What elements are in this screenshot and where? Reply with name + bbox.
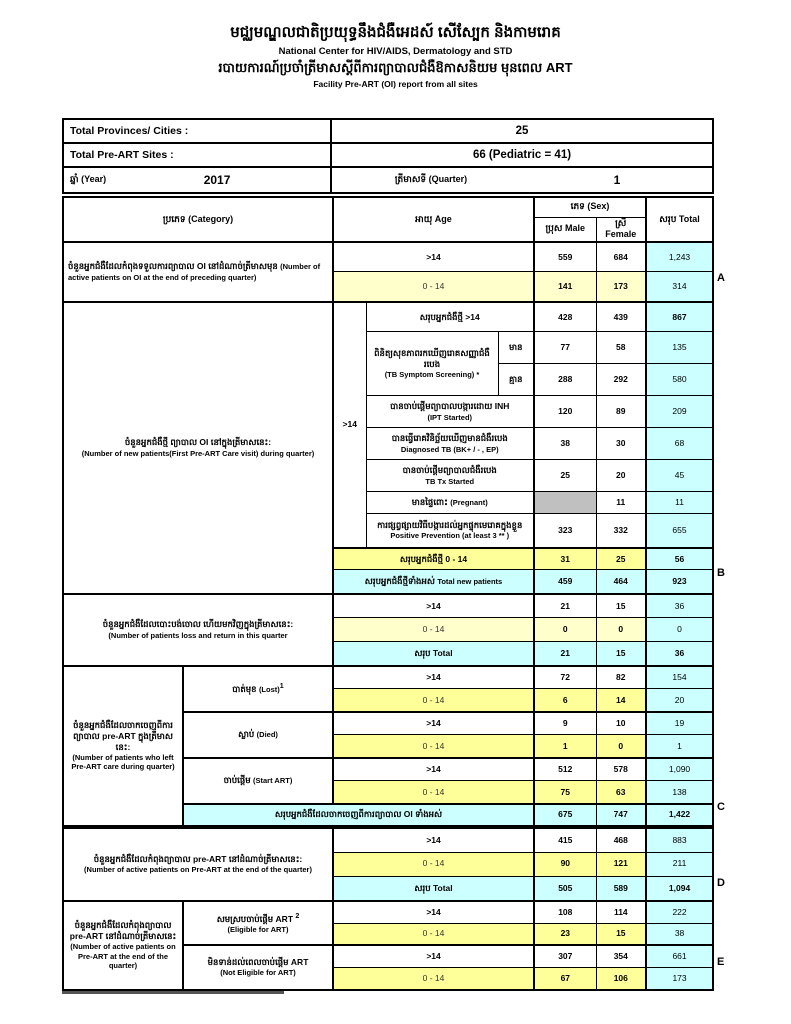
age-cell: 0 - 14	[333, 618, 534, 642]
total-value-cell: 135	[646, 332, 713, 364]
age-cell: 0 - 14	[333, 735, 534, 758]
age-cell: >14	[333, 712, 534, 735]
total-value-cell: 56	[646, 548, 713, 570]
male-value-cell: 675	[534, 804, 596, 826]
section-active-preart-label: ចំនួនអ្នកជំងឺដែលកំពុងព្យាបាល pre-ART នៅដំណាច់ត្រីមាសនេះ: (Number of active patients on Pre-ART at the end of the quarter)	[63, 828, 333, 901]
female-value-cell: 578	[596, 758, 646, 781]
total-value-cell: 867	[646, 302, 713, 332]
quarter-label: ត្រីមាសទី (Quarter)	[394, 173, 468, 184]
total-value-cell: 580	[646, 364, 713, 396]
female-value-cell: 106	[596, 967, 646, 990]
section-active-oi-label: ចំនួនអ្នកជំងឺដែលកំពុងទទួលការព្យាបាល OI នៅដំណាច់ត្រីមាសមុន (Number of active patients on OI at the end of preceding quarter)	[63, 242, 333, 302]
not-eligible-label: មិនទាន់ដល់ពេលចាប់ផ្តើម ART (Not Eligible for ART)	[183, 945, 333, 990]
year-cell	[63, 167, 331, 193]
total-value-cell: 209	[646, 396, 713, 428]
age-cell: >14	[333, 758, 534, 781]
total-value-cell: 36	[646, 594, 713, 618]
total-value-cell: 68	[646, 428, 713, 460]
male-value-cell: 415	[534, 828, 596, 852]
female-value-cell: 30	[596, 428, 646, 460]
male-value-cell: 459	[534, 570, 596, 594]
pregnant-label: មានផ្ទៃពោះ (Pregnant)	[366, 492, 534, 514]
female-value-cell: 439	[596, 302, 646, 332]
eligible-label: សមស្របចាប់ផ្តើម ART $^2$ (Eligible for ART)	[183, 901, 333, 945]
report-title-english: Facility Pre-ART (OI) report from all sites	[313, 78, 478, 89]
quarter-value: 1	[613, 173, 621, 187]
total-value-cell: 1	[646, 735, 713, 758]
female-value-cell: 10	[596, 712, 646, 735]
age-cell: >14	[333, 945, 534, 967]
total-value-cell: 655	[646, 514, 713, 548]
sum-over14-label: សរុបអ្នកជំងឺថ្មី >14	[366, 302, 534, 332]
sex-column-header: ភេទ (Sex)	[534, 197, 646, 217]
report-title-khmer: របាយការណ៍ប្រចាំត្រីមាសស្តីពីការព្យាបាលជំងឺឱកាសនិយម មុនពេល ART	[218, 59, 573, 75]
male-value-cell: 108	[534, 901, 596, 923]
row-marker-c: C	[717, 801, 725, 813]
male-value-cell: 38	[534, 428, 596, 460]
sites-label: Total Pre-ART Sites :	[63, 143, 331, 167]
male-value-cell: 1	[534, 735, 596, 758]
male-value-cell: 77	[534, 332, 596, 364]
active-preart-total-label: សរុប Total	[333, 876, 534, 901]
female-value-cell: 292	[596, 364, 646, 396]
age-cell: >14	[333, 594, 534, 618]
total-value-cell: 138	[646, 781, 713, 804]
total-value-cell: 0	[646, 618, 713, 642]
total-value-cell: 883	[646, 828, 713, 852]
female-value-cell: 747	[596, 804, 646, 826]
male-value-cell: 428	[534, 302, 596, 332]
male-value-cell: 25	[534, 460, 596, 492]
diagnosed-tb-label: បានធ្វើរោគវិនិច្ឆ័យឃើញមានជំងឺរបេង Diagnosed TB (BK+ / - , EP)	[366, 428, 534, 460]
ipt-label: បានចាប់ផ្តើមព្យាបាលបង្ការដោយ INH (IPT Started)	[366, 396, 534, 428]
male-value-cell: 307	[534, 945, 596, 967]
footnote-separator-line	[62, 991, 284, 994]
male-column-header: ប្រុស Male	[534, 217, 596, 242]
female-value-cell: 684	[596, 242, 646, 272]
row-marker-e: E	[717, 956, 725, 968]
loss-return-total-label: សរុប Total	[333, 642, 534, 666]
provinces-value: 25	[331, 119, 713, 143]
female-value-cell: 332	[596, 514, 646, 548]
age-cell: 0 - 14	[333, 272, 534, 302]
male-value-cell: 31	[534, 548, 596, 570]
tb-yes-label: មាន	[498, 332, 534, 364]
female-value-cell: 63	[596, 781, 646, 804]
section-new-patients-label: ចំនួនអ្នកជំងឺថ្មី ព្យាបាល OI នៅក្នុងត្រីមាសនេះ: (Number of new patients(First Pre-ART Care visit) during quarter)	[63, 302, 333, 594]
female-value-cell: 0	[596, 735, 646, 758]
female-value-cell: 15	[596, 923, 646, 945]
total-value-cell: 11	[646, 492, 713, 514]
total-value-cell: 36	[646, 642, 713, 666]
year-value: 2017	[203, 173, 231, 187]
male-value-cell: 67	[534, 967, 596, 990]
summary-info-table	[62, 118, 714, 194]
row-marker-b: B	[717, 567, 725, 579]
org-title-khmer: មជ្ឈមណ្ឌលជាតិប្រយុទ្ធនឹងជំងឺអេដស៍ សើស្បែក និងកាមរោគ	[230, 24, 561, 41]
total-new-patients-label: សរុបអ្នកជំងឺថ្មីទាំងអស់ Total new patients	[333, 570, 534, 594]
quarter-cell	[331, 167, 713, 193]
age-cell: >14	[333, 901, 534, 923]
male-value-cell: 505	[534, 876, 596, 901]
total-value-cell: 38	[646, 923, 713, 945]
age-column-header: អាយុ Age	[333, 197, 534, 242]
total-value-cell: 222	[646, 901, 713, 923]
female-value-cell: 114	[596, 901, 646, 923]
age-cell: 0 - 14	[333, 781, 534, 804]
age-group-cell: >14	[333, 302, 366, 548]
year-label: ឆ្នាំ (Year)	[70, 173, 107, 184]
main-report-table	[62, 196, 714, 827]
female-value-cell: 468	[596, 828, 646, 852]
total-value-cell: 154	[646, 666, 713, 689]
died-label: ស្លាប់ (Died)	[183, 712, 333, 758]
total-value-cell: 923	[646, 570, 713, 594]
male-value-cell: 141	[534, 272, 596, 302]
female-value-cell: 173	[596, 272, 646, 302]
male-value-cell: 90	[534, 852, 596, 876]
female-value-cell: 15	[596, 642, 646, 666]
total-value-cell: 20	[646, 689, 713, 712]
age-cell: >14	[333, 666, 534, 689]
female-value-cell: 20	[596, 460, 646, 492]
female-value-cell: 121	[596, 852, 646, 876]
total-value-cell: 211	[646, 852, 713, 876]
female-value-cell: 464	[596, 570, 646, 594]
left-care-total-label: សរុបអ្នកជំងឺដែលចាកចេញពីការព្យាបាល OI ទាំងអស់	[183, 804, 534, 826]
section-eligibility-label: ចំនួនអ្នកជំងឺដែលកំពុងព្យាបាល pre-ART នៅដំណាច់ត្រីមាសនេះ (Number of active patients on Pre-ART at the end of the quarter)	[63, 901, 183, 990]
male-value-cell: 512	[534, 758, 596, 781]
preart-status-table	[62, 827, 714, 991]
section-loss-return-label: ចំនួនអ្នកជំងឺដែលបោះបង់ចោល ហើយមកវិញក្នុងត្រីមាសនេះ: (Number of patients loss and return in this quarter	[63, 594, 333, 666]
tb-no-label: គ្មាន	[498, 364, 534, 396]
total-value-cell: 1,422	[646, 804, 713, 826]
category-column-header: ប្រភេទ (Category)	[63, 197, 333, 242]
female-value-cell: 14	[596, 689, 646, 712]
female-column-header: ស្រី Female	[596, 217, 646, 242]
total-value-cell: 314	[646, 272, 713, 302]
female-value-cell: 25	[596, 548, 646, 570]
org-title-english: National Center for HIV/AIDS, Dermatology and STD	[278, 45, 513, 57]
male-value-cell: 21	[534, 642, 596, 666]
male-value-cell: 120	[534, 396, 596, 428]
female-value-cell: 0	[596, 618, 646, 642]
female-value-cell: 82	[596, 666, 646, 689]
female-value-cell: 58	[596, 332, 646, 364]
row-marker-a: A	[717, 272, 725, 284]
male-value-cell: 75	[534, 781, 596, 804]
age-cell: >14	[333, 828, 534, 852]
total-column-header: សរុប Total	[646, 197, 713, 242]
total-value-cell: 661	[646, 945, 713, 967]
female-value-cell: 354	[596, 945, 646, 967]
provinces-label: Total Provinces/ Cities :	[63, 119, 331, 143]
total-value-cell: 45	[646, 460, 713, 492]
male-value-cell: 0	[534, 618, 596, 642]
total-value-cell: 1,243	[646, 242, 713, 272]
lost-label: បាត់មុខ (Lost)$^1$	[183, 666, 333, 712]
start-art-label: ចាប់ផ្តើម (Start ART)	[183, 758, 333, 804]
blocked-cell	[534, 492, 596, 514]
total-value-cell: 19	[646, 712, 713, 735]
age-cell: 0 - 14	[333, 967, 534, 990]
male-value-cell: 72	[534, 666, 596, 689]
female-value-cell: 89	[596, 396, 646, 428]
total-value-cell: 1,094	[646, 876, 713, 901]
male-value-cell: 288	[534, 364, 596, 396]
total-value-cell: 173	[646, 967, 713, 990]
sum-under14-label: សរុបអ្នកជំងឺថ្មី 0 - 14	[333, 548, 534, 570]
male-value-cell: 23	[534, 923, 596, 945]
tb-tx-label: បានចាប់ផ្តើមព្យាបាលជំងឺរបេង TB Tx Started	[366, 460, 534, 492]
tb-screening-label: ពិនិត្យសុខភាពរកឃើញរោគសញ្ញាជំងឺរបេង (TB Symptom Screening) *	[366, 332, 498, 396]
male-value-cell: 559	[534, 242, 596, 272]
sites-value: 66 (Pediatric = 41)	[331, 143, 713, 167]
section-left-care-label: ចំនួនអ្នកជំងឺដែលចាកចេញពីការ ព្យាបាល pre-ART ក្នុងត្រីមាសនេះ: (Number of patients who left Pre-ART care during quarter)	[63, 666, 183, 826]
male-value-cell: 323	[534, 514, 596, 548]
total-value-cell: 1,090	[646, 758, 713, 781]
age-cell: >14	[333, 242, 534, 272]
female-value-cell: 589	[596, 876, 646, 901]
report-header	[0, 22, 791, 90]
age-cell: 0 - 14	[333, 689, 534, 712]
male-value-cell: 6	[534, 689, 596, 712]
female-value-cell: 15	[596, 594, 646, 618]
age-cell: 0 - 14	[333, 852, 534, 876]
age-cell: 0 - 14	[333, 923, 534, 945]
female-value-cell: 11	[596, 492, 646, 514]
male-value-cell: 21	[534, 594, 596, 618]
row-marker-d: D	[717, 877, 725, 889]
positive-prevention-label: ការផ្សព្វផ្សាយវិធីបង្ការដល់អ្នកផ្ទុកមេរោគក្នុងខ្លួន Positive Prevention (at least 3 ** )	[366, 514, 534, 548]
male-value-cell: 9	[534, 712, 596, 735]
